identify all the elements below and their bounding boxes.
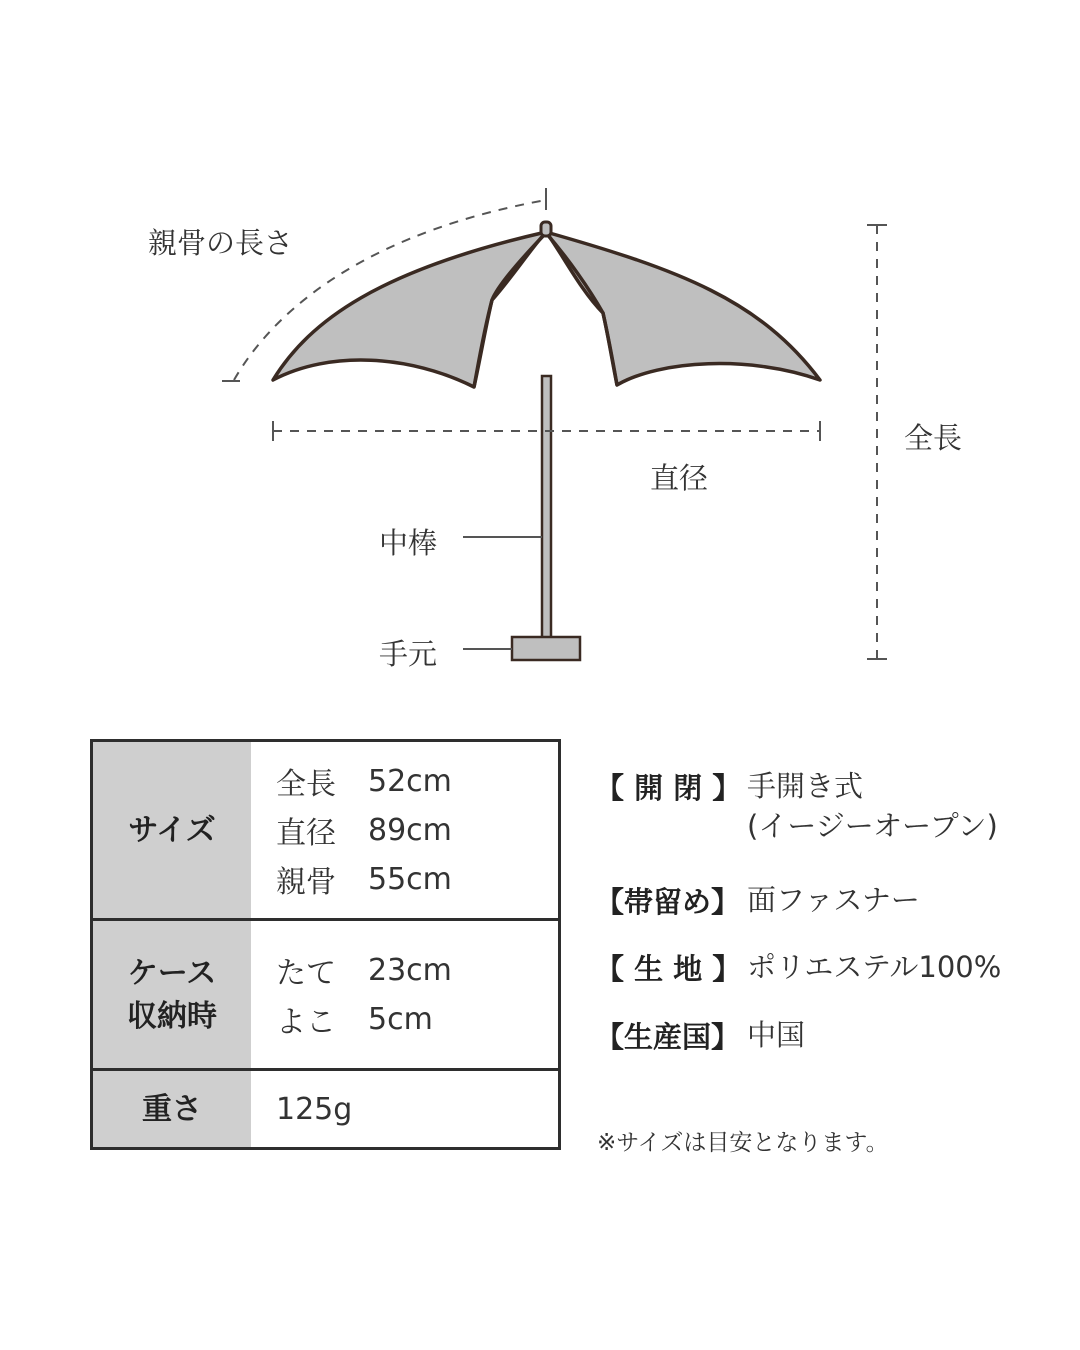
info-row-fabric <box>595 947 1001 988</box>
info-row-opening <box>595 766 998 846</box>
info-key: 【 生 地 】 <box>595 952 742 986</box>
info-row-strap <box>595 880 920 921</box>
spec-value: 52cm <box>368 763 452 799</box>
spec-body-size <box>251 741 560 920</box>
umbrella-handle <box>512 637 580 660</box>
spec-row-size <box>92 741 560 920</box>
info-value: 面ファスナー <box>747 883 920 917</box>
spec-case-row <box>276 995 558 1044</box>
size-note: ※サイズは目安となります。 <box>597 1130 889 1156</box>
spec-key: よこ <box>276 1005 336 1040</box>
spec-body-weight <box>251 1070 560 1149</box>
info-value: 中国 <box>747 1018 806 1052</box>
info-value: ポリエステル100% <box>747 950 1002 984</box>
spec-header-case-line1: ケース <box>127 955 217 991</box>
spec-size-row <box>276 855 558 904</box>
diameter-label: 直径 <box>650 461 709 495</box>
info-key: 【生産国】 <box>595 1020 741 1054</box>
info-key: 【 開 閉 】 <box>595 771 742 805</box>
spec-value: 5cm <box>368 1001 433 1037</box>
info-row-origin <box>595 1015 805 1056</box>
spec-key: 全長 <box>276 767 336 802</box>
spec-header-case-line2: 収納時 <box>127 998 217 1034</box>
spec-case-row <box>276 946 558 995</box>
spec-header-weight: 重さ <box>92 1070 252 1149</box>
spec-value: 89cm <box>368 812 452 848</box>
spec-header-case <box>92 920 252 1070</box>
spec-value: 23cm <box>368 952 452 988</box>
umbrella-shaft <box>542 376 551 638</box>
spec-row-weight <box>92 1070 560 1149</box>
rib-length-label: 親骨の長さ <box>148 226 294 260</box>
spec-value: 125g <box>276 1091 353 1127</box>
umbrella-canopy <box>273 232 820 387</box>
info-key: 【帯留め】 <box>595 885 741 919</box>
info-value-line2: (イージーオープン) <box>747 809 998 843</box>
umbrella-tip <box>541 222 551 236</box>
spec-row-case <box>92 920 560 1070</box>
info-value <box>747 766 998 846</box>
spec-size-row <box>276 806 558 855</box>
shaft-label: 中棒 <box>379 526 438 560</box>
info-value-line1: 手開き式 <box>747 769 864 803</box>
spec-body-case <box>251 920 560 1070</box>
total-length-label: 全長 <box>904 421 963 455</box>
spec-size-row <box>276 757 558 806</box>
handle-label: 手元 <box>379 637 438 671</box>
spec-table <box>90 739 561 1150</box>
spec-key: たて <box>276 956 336 991</box>
spec-value: 55cm <box>368 861 452 897</box>
spec-header-size: サイズ <box>92 741 252 920</box>
spec-key: 直径 <box>276 816 336 851</box>
spec-key: 親骨 <box>276 865 336 900</box>
